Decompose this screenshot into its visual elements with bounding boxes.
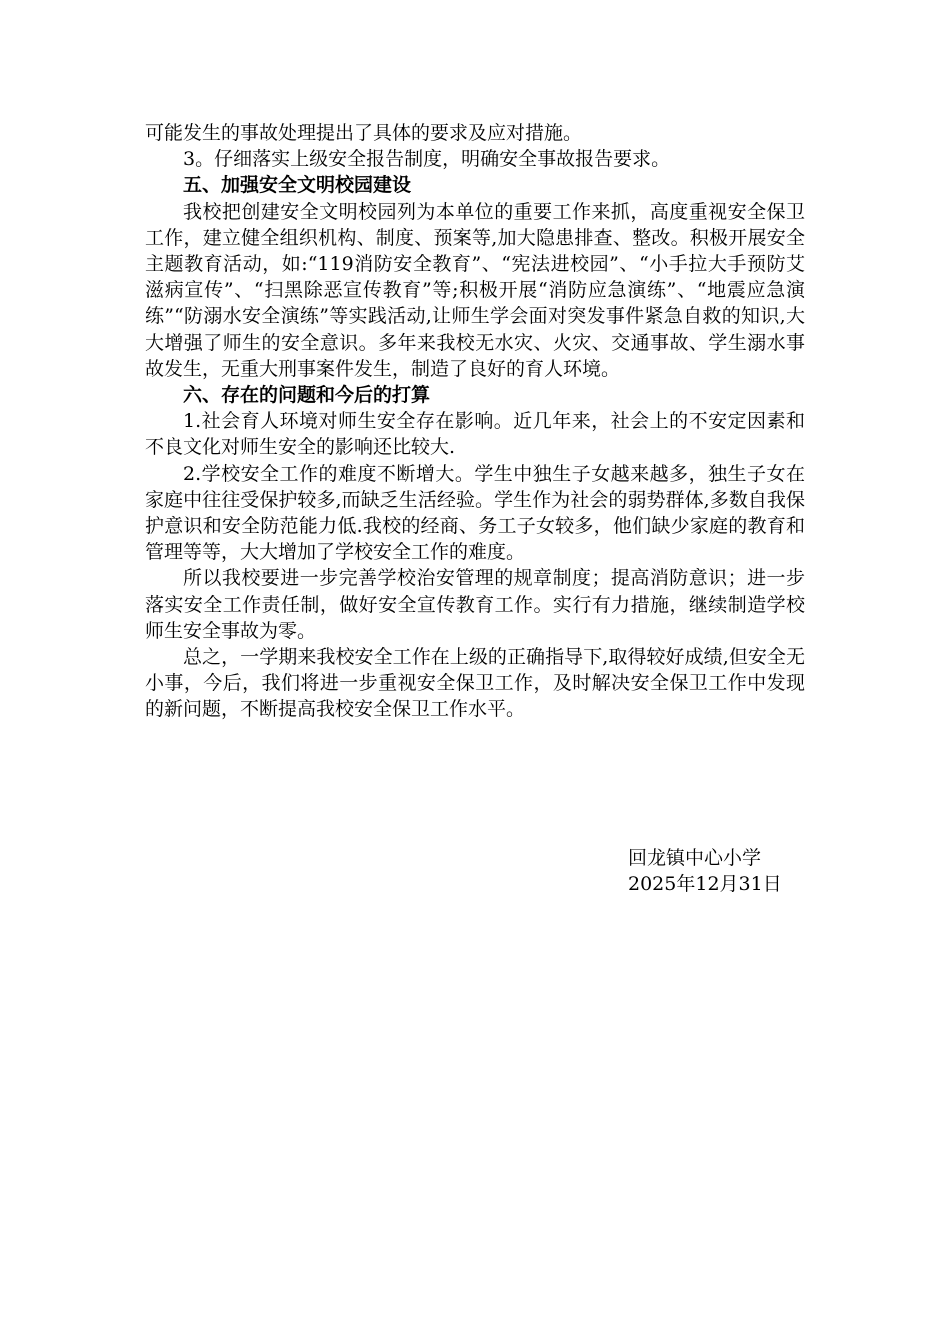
signature-block — [628, 845, 782, 897]
paragraph-conclusion: 总之，一学期来我校安全工作在上级的正确指导下,取得较好成绩,但安全无小事，今后，我们将进一步重视安全保卫工作，及时解决安全保卫工作中发现的新问题，不断提高我校安全保卫工作水平。 — [145, 646, 805, 721]
paragraph-safe-campus: 我校把创建安全文明校园列为本单位的重要工作来抓，高度重视安全保卫工作，建立健全组织机构、制度、预案等,加大隐患排查、整改。积极开展安全主题教育活动，如:“119消防安全教育”、“宪法进校园”、“小手拉大手预防艾滋病宣传”、“扫黑除恶宣传教育”等;积极开展“消防应急演练”、“地震应急演练”“防溺水安全演练”等实践活动,让师生学会面对突发事件紧急自救的知识,大大增强了师生的安全意识。多年来我校无水灾、火灾、交通事故、学生溺水事故发生，无重大刑事案件发生，制造了良好的育人环境。 — [145, 200, 805, 380]
section-heading-5: 五、加强安全文明校园建设 — [183, 174, 412, 197]
document-body — [145, 120, 805, 723]
paragraph-continued: 可能发生的事故处理提出了具体的要求及应对措施。 — [145, 122, 583, 144]
section-heading-6: 六、存在的问题和今后的打算 — [183, 384, 431, 407]
signature-date: 2025年12月31日 — [628, 873, 782, 896]
paragraph-problem-1: 1.社会育人环境对师生安全存在影响。近几年来，社会上的不安定因素和不良文化对师生安全的影响还比较大. — [145, 410, 805, 459]
paragraph-problem-2: 2.学校安全工作的难度不断增大。学生中独生子女越来越多，独生子女在家庭中往往受保护较多,而缺乏生活经验。学生作为社会的弱势群体,多数自我保护意识和安全防范能力低.我校的经商、务工子女较多，他们缺少家庭的教育和管理等等，大大增加了学校安全工作的难度。 — [145, 462, 805, 564]
paragraph-plan: 所以我校要进一步完善学校治安管理的规章制度；提高消防意识；进一步落实安全工作责任制，做好安全宣传教育工作。实行有力措施，继续制造学校师生安全事故为零。 — [145, 567, 805, 642]
paragraph-report-system: 3。仔细落实上级安全报告制度，明确安全事故报告要求。 — [183, 148, 671, 171]
signature-organization: 回龙镇中心小学 — [628, 847, 762, 869]
